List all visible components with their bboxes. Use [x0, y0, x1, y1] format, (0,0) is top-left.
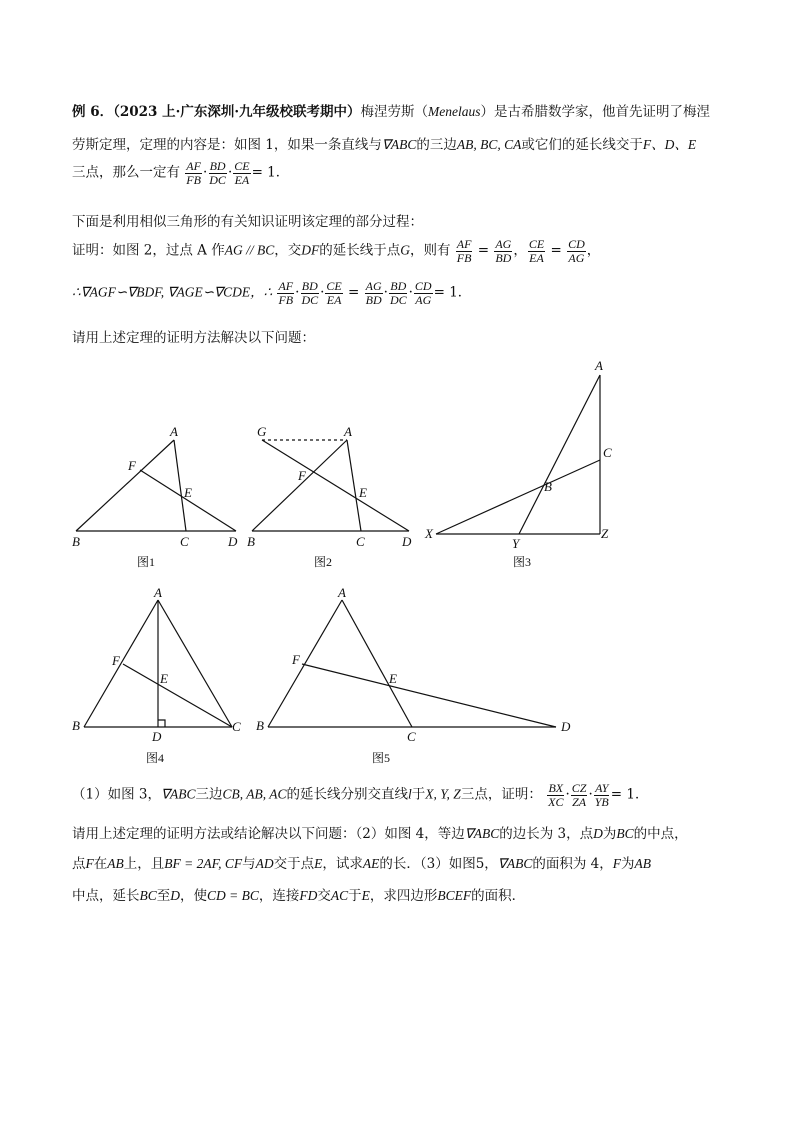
math: CB, AB, AC: [222, 786, 287, 802]
denominator: DC: [209, 172, 226, 187]
figure-4: [84, 600, 232, 727]
text: 的面积．: [471, 888, 526, 904]
math: X, Y, Z: [425, 786, 461, 802]
text: 三点，证明：: [460, 786, 542, 803]
fraction-cd-ag: [567, 238, 586, 264]
label-d: D: [561, 719, 571, 734]
label-e: E: [184, 485, 192, 500]
name-menelaus: Menelaus: [428, 104, 481, 119]
math: AB, BC, CA: [456, 137, 522, 152]
numerator: AG: [365, 279, 382, 293]
numerator: AG: [495, 237, 512, 251]
text: 的长．（3）如图5，: [379, 856, 498, 872]
text: 三点，那么一定有: [72, 164, 180, 181]
question-1: （1）如图 3，∇ABC三边CB, AB, AC的延长线分别交直线l于X, Y, Z三点，证明： $\frac{BX}{XC}$ · $\frac{CZ}{ZA}$ · $\frac{AY}{YB}$ = 1．: [72, 781, 649, 809]
question-2-line-2: [72, 852, 651, 872]
example-line-1: [72, 100, 710, 120]
caption-fig4: 图4: [146, 751, 165, 765]
label-f: F: [112, 653, 120, 668]
fraction-cd-ag: [414, 280, 433, 306]
numerator: BD: [301, 279, 318, 293]
numerator: CE: [528, 237, 545, 251]
denominator: YB: [594, 794, 609, 809]
proof-line-1: 证明：如图 2，过点 A 作AG // BC，交DF的延长线于点G，则有 $\frac{AF}{FB}$ = $\frac{AG}{BD}$ ， $\frac{CE}{EA}$ = $\frac{CD}{AG}$ ，: [72, 237, 601, 265]
text: （1）如图 3，: [72, 786, 161, 803]
fraction-bx-xc: [547, 782, 564, 808]
math: ∇ABC: [160, 786, 196, 802]
fraction-ce-ea: [528, 238, 545, 264]
label-d: D: [152, 729, 162, 744]
label-a: A: [154, 585, 162, 600]
math: BCEF: [437, 888, 472, 903]
label-f: F: [298, 468, 306, 483]
fraction-ce-ea: [233, 160, 250, 186]
label-b: B: [72, 718, 80, 733]
question-2-line-1: [72, 822, 688, 842]
math: D: [593, 826, 603, 841]
fraction-af-fb: [277, 280, 294, 306]
math: D: [170, 888, 181, 903]
numerator: CZ: [571, 781, 587, 795]
fraction-bd-dc: [208, 160, 227, 186]
question-3-line: [72, 884, 525, 904]
label-a: A: [595, 358, 603, 373]
numerator: CE: [326, 279, 342, 293]
task-line: 请用上述定理的证明方法解决以下问题：: [72, 330, 315, 346]
label-c: C: [603, 445, 612, 460]
numerator: BD: [390, 279, 407, 293]
math: AC: [330, 888, 349, 903]
text: 的三边: [416, 137, 457, 153]
label-d: D: [228, 534, 238, 549]
proof-intro: 下面是利用相似三角形的有关知识证明该定理的部分过程：: [72, 214, 423, 230]
math: CD = BC: [207, 888, 259, 903]
label-b: B: [256, 718, 264, 733]
figure-1: [76, 440, 236, 531]
text: ）是古希腊数学家，他首先证明了梅涅: [480, 104, 711, 120]
text: 交: [317, 888, 331, 904]
math: AE: [362, 856, 380, 871]
text: ，则有: [409, 242, 451, 259]
text: 的延长线于点: [319, 242, 401, 259]
text: ，连接: [258, 888, 300, 904]
numerator: AF: [278, 279, 294, 293]
denominator: EA: [326, 292, 342, 307]
denominator: FB: [278, 292, 294, 307]
denominator: DC: [301, 292, 319, 307]
numerator: AF: [456, 237, 472, 251]
label-a: A: [338, 585, 346, 600]
text: 的延长线分别交直线: [286, 786, 409, 803]
label-y: Y: [512, 536, 520, 551]
label-g: G: [257, 424, 267, 439]
example-source: （2023 上·广东深圳·九年级校联考期中）: [113, 104, 361, 120]
math: BC: [616, 826, 634, 841]
text: 点: [72, 856, 86, 872]
label-x: X: [425, 526, 433, 541]
math: F、D、E: [642, 137, 697, 152]
text: 于: [411, 786, 426, 803]
numerator: BD: [209, 159, 226, 173]
denominator: FB: [456, 250, 472, 265]
label-c: C: [232, 719, 241, 734]
caption-fig2: 图2: [314, 555, 333, 569]
text: ，试求: [322, 856, 363, 872]
math: AB: [107, 856, 124, 871]
numerator: CE: [234, 159, 250, 173]
label-a: A: [344, 424, 352, 439]
text: 的中点，: [633, 826, 688, 842]
denominator: EA: [529, 250, 544, 265]
math: E: [314, 856, 323, 871]
caption-fig3: 图3: [513, 555, 532, 569]
numerator: AF: [186, 159, 201, 173]
denominator: AG: [568, 250, 585, 265]
text: 请用上述定理的证明方法或结论解决以下问题：（2）如图 4，等边: [72, 826, 465, 842]
label-b: B: [72, 534, 80, 549]
numerator: CD: [568, 237, 585, 251]
denominator: ZA: [572, 794, 587, 809]
figure-5: [268, 600, 556, 727]
text: 在: [93, 856, 108, 872]
fraction-af-fb: [185, 160, 202, 186]
math: BC: [139, 888, 157, 903]
math: ∇ABC: [464, 826, 500, 841]
example-line-3: 三点，那么一定有 $\frac{AF}{FB}$ · $\frac{BD}{DC}$ · $\frac{CE}{EA}$ = 1．: [72, 159, 290, 187]
text: 三边: [195, 786, 223, 803]
text: 劳斯定理，定理的内容是：如图 1，如果一条直线与: [72, 137, 382, 153]
text: 或它们的延长线交于: [521, 137, 643, 153]
math: ∇ABC: [381, 137, 417, 152]
label-b: B: [544, 479, 552, 494]
text: 至: [156, 888, 171, 904]
math: AD: [255, 856, 274, 871]
text: 交于点: [273, 856, 315, 872]
math: AG // BC: [224, 242, 275, 258]
fraction-ce-ea: [325, 280, 342, 306]
denominator: BD: [495, 250, 512, 265]
math: G: [400, 242, 410, 258]
text: 与: [242, 856, 256, 872]
label-f: F: [292, 652, 300, 667]
label-b: B: [247, 534, 255, 549]
math: DF: [301, 242, 320, 258]
text: 为: [620, 856, 635, 872]
denominator: BD: [365, 292, 382, 307]
example-line-2: [72, 133, 696, 153]
text: = 1．: [251, 164, 290, 181]
text: 为: [602, 826, 617, 842]
label-e: E: [359, 485, 367, 500]
label-c: C: [407, 729, 416, 744]
label-f: F: [128, 458, 136, 473]
figure-2: [252, 440, 409, 531]
label-z: Z: [601, 526, 609, 541]
math: F: [85, 856, 94, 871]
fraction-bd-dc: [300, 280, 319, 306]
label-e: E: [160, 671, 168, 686]
math: E: [361, 888, 370, 903]
fraction-ay-yb: [594, 782, 610, 808]
text: 于: [348, 888, 362, 904]
fraction-ag-bd: [494, 238, 512, 264]
denominator: DC: [389, 292, 407, 307]
example-number: 例 6．: [72, 104, 114, 120]
proof-line-2: ∴∇AGF∽∇BDF, ∇AGE∽∇CDE，∴ $\frac{AF}{FB}$ · $\frac{BD}{DC}$ · $\frac{CE}{EA}$ = $\frac{AG}{BD}$ · $\frac{BD}{DC}$ · $\frac{CD}{AG}$ = 1．: [72, 279, 472, 307]
label-c: C: [180, 534, 189, 549]
label-d: D: [402, 534, 412, 549]
text: = 1．: [610, 786, 649, 803]
numerator: BX: [548, 781, 564, 795]
label-c: C: [356, 534, 365, 549]
denominator: FB: [186, 172, 201, 187]
text: 证明：如图 2，过点 A 作: [72, 242, 225, 259]
math: BF = 2AF, CF: [164, 856, 243, 871]
figures: [0, 355, 794, 775]
text: ，交: [274, 242, 302, 259]
text: ，使: [180, 888, 208, 904]
denominator: XC: [548, 794, 564, 809]
text: ，求四边形: [369, 888, 438, 904]
figure-3: [436, 375, 600, 534]
caption-fig1: 图1: [137, 555, 156, 569]
text: = 1．: [433, 284, 472, 301]
fraction-af-fb: [456, 238, 473, 264]
text: 中点，延长: [72, 888, 140, 904]
denominator: AG: [415, 292, 432, 307]
text: 梅涅劳斯（: [360, 104, 429, 120]
math: AB: [634, 856, 651, 871]
text: 上，且: [123, 856, 165, 872]
text: 的边长为 3，点: [499, 826, 594, 842]
text: 的面积为 4，: [532, 856, 613, 872]
fraction-bd-dc: [389, 280, 408, 306]
math: ∇ABC: [497, 856, 533, 871]
caption-fig5: 图5: [372, 751, 391, 765]
fraction-cz-za: [571, 782, 588, 808]
math: ∴∇AGF∽∇BDF, ∇AGE∽∇CDE，∴: [72, 284, 273, 300]
math: FD: [299, 888, 318, 903]
fraction-ag-bd: [365, 280, 383, 306]
label-e: E: [389, 671, 397, 686]
denominator: EA: [234, 172, 250, 187]
label-a: A: [170, 424, 178, 439]
math: l: [408, 786, 412, 802]
numerator: CD: [414, 279, 432, 293]
math: F: [612, 856, 621, 871]
numerator: AY: [595, 781, 609, 795]
